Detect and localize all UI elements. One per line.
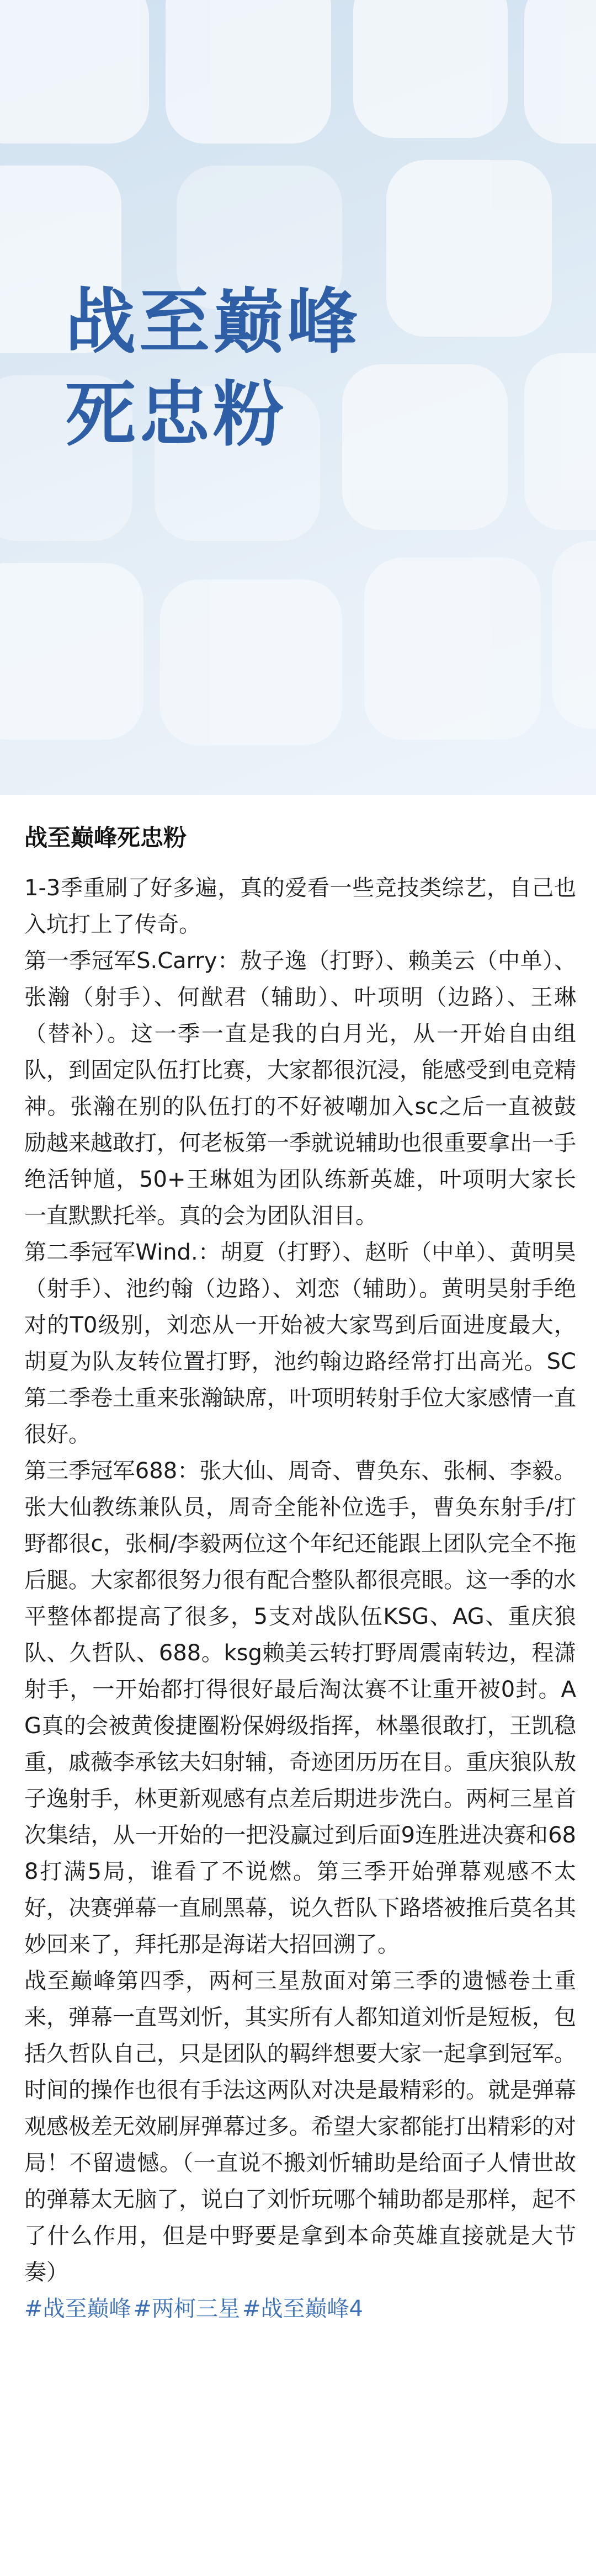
post-paragraph-season-3: 第三季冠军688：张大仙、周奇、曹奂东、张桐、李毅。张大仙教练兼队员，周奇全能补位选手，曹奂东射手/打野都很c，张桐/李毅两位这个年纪还能跟上团队完全不拖后腿。大家都很努力很有配合整队都很亮眼。这一季的水平整体都提高了很多，5支对战队伍KSG、AG、重庆狼队、久哲队、688。ksg赖美云转打野周震南转边，程潇射手，一开始都打得很好最后淘汰赛不让重开被0封。AG真的会被黄俊捷圈粉保姆级指挥，林墨很敢打，王凯稳重，戚薇李承铉夫妇射辅，奇迹团历历在目。重庆狼队敖子逸射手，林更新观感有点差后期进步洗白。两柯三星首次集结，从一开始的一把没赢过到后面9连胜进决赛和688打满5局，谁看了不说燃。第三季开始弹幕观感不太好，决赛弹幕一直刷黑幕，说久哲队下路塔被推后莫名其妙回来了，拜托那是海诺大招回溯了。 [24, 1458, 576, 1957]
post-body [24, 821, 576, 2327]
hashtag-link[interactable]: #战至巅峰4 [242, 2296, 363, 2322]
post-paragraph-season-2: 第二季冠军Wind.：胡夏（打野）、赵昕（中单）、黄明昊（射手）、池约翰（边路）、刘恋（辅助）。黄明昊射手绝对的T0级别，刘恋从一开始被大家骂到后面进度最大，胡夏为队友转位置打野，池约翰边路经常打出高光。SC第二季卷土重来张瀚缺席，叶项明转射手位大家感情一直很好。 [24, 1240, 576, 1447]
post-title: 战至巅峰死忠粉 [24, 824, 187, 851]
hashtag-link[interactable]: #两柯三星 [133, 2296, 241, 2322]
hashtag-list [24, 2291, 576, 2327]
hashtag-link[interactable]: #战至巅峰 [24, 2296, 131, 2322]
cover-title [65, 276, 361, 461]
cover-image [0, 0, 596, 795]
cover-title-line-1: 战至巅峰 [65, 281, 361, 363]
post-paragraph-intro: 1-3季重刷了好多遍，真的爱看一些竞技类综艺，自己也入坑打上了传奇。 [24, 875, 576, 937]
post-paragraph-season-4: 战至巅峰第四季，两柯三星敖面对第三季的遗憾卷土重来，弹幕一直骂刘忻，其实所有人都知道刘忻是短板，包括久哲队自己，只是团队的羁绊想要大家一起拿到冠军。时间的操作也很有手法这两队对决是最精彩的。就是弹幕观感极差无效刷屏弹幕过多。希望大家都能打出精彩的对局！不留遗憾。（一直说不搬刘忻辅助是给面子人情世故的弹幕太无脑了，说白了刘忻玩哪个辅助都是那样，起不了什么作用，但是中野要是拿到本命英雄直接就是大节奏） [24, 1968, 576, 2285]
post-paragraph-season-1: 第一季冠军S.Carry：敖子逸（打野）、赖美云（中单）、张瀚（射手）、何猷君（辅助）、叶项明（边路）、王琳（替补）。这一季一直是我的白月光，从一开始自由组队，到固定队伍打比赛，大家都很沉浸，能感受到电竞精神。张瀚在别的队伍打的不好被嘲加入sc之后一直被鼓励越来越敢打，何老板第一季就说辅助也很重要拿出一手绝活钟馗，50+王琳姐为团队练新英雄，叶项明大家长一直默默托举。真的会为团队泪目。 [24, 948, 576, 1229]
cover-title-line-2: 死忠粉 [65, 374, 288, 456]
